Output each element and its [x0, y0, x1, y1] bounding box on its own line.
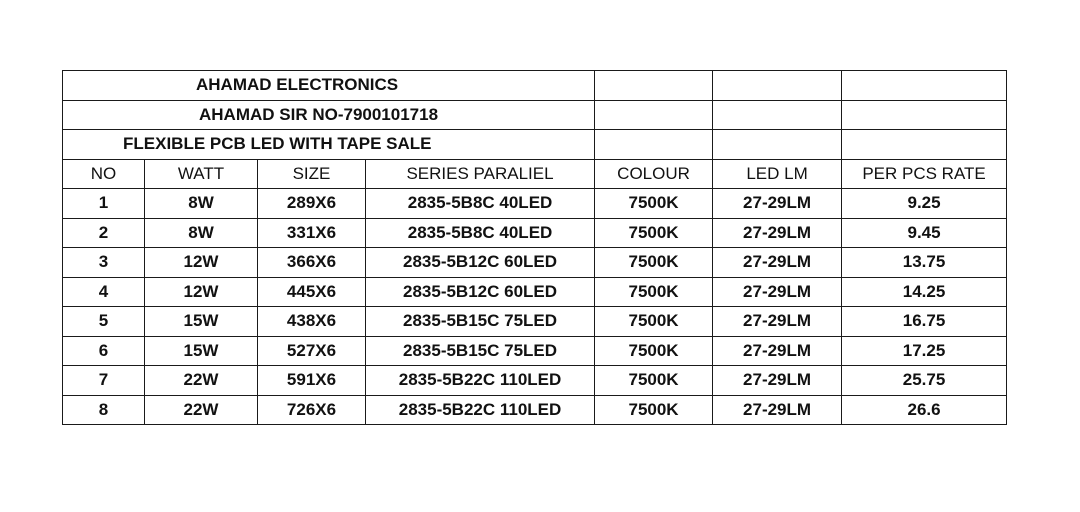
cell-size: 366X6: [258, 248, 366, 278]
cell-rate: 9.45: [842, 218, 1007, 248]
cell-colour: 7500K: [595, 218, 713, 248]
cell-led-lm: 27-29LM: [713, 307, 842, 337]
cell-rate: 16.75: [842, 307, 1007, 337]
cell-rate: 9.25: [842, 189, 1007, 219]
table-row: [63, 395, 1007, 425]
empty-cell: [842, 130, 1007, 160]
column-header-rate: PER PCS RATE: [842, 159, 1007, 189]
cell-colour: 7500K: [595, 336, 713, 366]
cell-led-lm: 27-29LM: [713, 395, 842, 425]
table-row: [63, 366, 1007, 396]
cell-watt: 8W: [145, 189, 258, 219]
cell-led-lm: 27-29LM: [713, 248, 842, 278]
cell-series: 2835-5B22C 110LED: [366, 395, 595, 425]
cell-no: 4: [63, 277, 145, 307]
cell-no: 1: [63, 189, 145, 219]
column-header-watt: WATT: [145, 159, 258, 189]
cell-size: 726X6: [258, 395, 366, 425]
cell-led-lm: 27-29LM: [713, 277, 842, 307]
cell-no: 5: [63, 307, 145, 337]
cell-colour: 7500K: [595, 366, 713, 396]
cell-size: 438X6: [258, 307, 366, 337]
table-row: [63, 248, 1007, 278]
cell-series: 2835-5B15C 75LED: [366, 336, 595, 366]
empty-cell: [595, 100, 713, 130]
header-row-contact: [63, 100, 1007, 130]
empty-cell: [595, 130, 713, 160]
cell-rate: 26.6: [842, 395, 1007, 425]
cell-no: 3: [63, 248, 145, 278]
cell-no: 2: [63, 218, 145, 248]
cell-rate: 17.25: [842, 336, 1007, 366]
cell-led-lm: 27-29LM: [713, 336, 842, 366]
price-table: [62, 70, 1007, 425]
cell-colour: 7500K: [595, 307, 713, 337]
cell-size: 289X6: [258, 189, 366, 219]
company-name-cell: AHAMAD ELECTRONICS: [63, 71, 595, 101]
contact-cell: AHAMAD SIR NO-7900101718: [63, 100, 595, 130]
table-row: [63, 277, 1007, 307]
cell-series: 2835-5B8C 40LED: [366, 218, 595, 248]
cell-watt: 12W: [145, 277, 258, 307]
cell-rate: 13.75: [842, 248, 1007, 278]
column-header-no: NO: [63, 159, 145, 189]
column-header-led-lm: LED LM: [713, 159, 842, 189]
cell-size: 331X6: [258, 218, 366, 248]
table-row: [63, 218, 1007, 248]
column-header-series: SERIES PARALIEL: [366, 159, 595, 189]
empty-cell: [713, 130, 842, 160]
cell-series: 2835-5B12C 60LED: [366, 277, 595, 307]
cell-colour: 7500K: [595, 248, 713, 278]
cell-colour: 7500K: [595, 395, 713, 425]
column-header-colour: COLOUR: [595, 159, 713, 189]
cell-series: 2835-5B12C 60LED: [366, 248, 595, 278]
cell-watt: 22W: [145, 395, 258, 425]
cell-series: 2835-5B8C 40LED: [366, 189, 595, 219]
header-row-product: [63, 130, 1007, 160]
table-row: [63, 336, 1007, 366]
cell-watt: 15W: [145, 307, 258, 337]
cell-size: 591X6: [258, 366, 366, 396]
header-row-company: [63, 71, 1007, 101]
empty-cell: [842, 71, 1007, 101]
cell-series: 2835-5B22C 110LED: [366, 366, 595, 396]
cell-no: 6: [63, 336, 145, 366]
empty-cell: [713, 100, 842, 130]
column-header-row: [63, 159, 1007, 189]
cell-rate: 25.75: [842, 366, 1007, 396]
table-row: [63, 307, 1007, 337]
cell-series: 2835-5B15C 75LED: [366, 307, 595, 337]
cell-no: 8: [63, 395, 145, 425]
cell-led-lm: 27-29LM: [713, 366, 842, 396]
table-row: [63, 189, 1007, 219]
cell-no: 7: [63, 366, 145, 396]
cell-led-lm: 27-29LM: [713, 189, 842, 219]
cell-colour: 7500K: [595, 189, 713, 219]
column-header-size: SIZE: [258, 159, 366, 189]
cell-watt: 15W: [145, 336, 258, 366]
cell-watt: 12W: [145, 248, 258, 278]
cell-size: 527X6: [258, 336, 366, 366]
empty-cell: [842, 100, 1007, 130]
cell-watt: 22W: [145, 366, 258, 396]
cell-size: 445X6: [258, 277, 366, 307]
cell-colour: 7500K: [595, 277, 713, 307]
empty-cell: [595, 71, 713, 101]
product-title-cell: FLEXIBLE PCB LED WITH TAPE SALE: [63, 130, 595, 160]
cell-watt: 8W: [145, 218, 258, 248]
cell-led-lm: 27-29LM: [713, 218, 842, 248]
cell-rate: 14.25: [842, 277, 1007, 307]
empty-cell: [713, 71, 842, 101]
